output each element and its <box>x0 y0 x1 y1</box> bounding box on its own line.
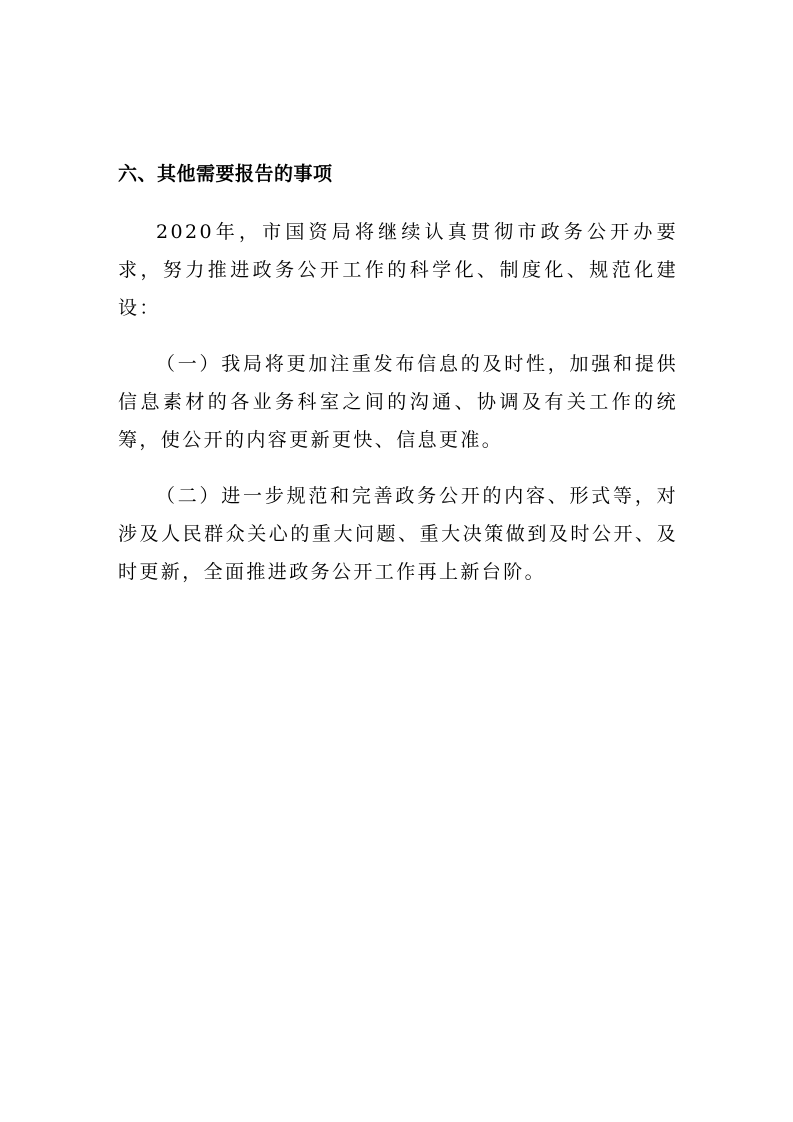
section-heading: 六、其他需要报告的事项 <box>118 163 333 185</box>
paragraph-intro <box>118 213 678 327</box>
paragraph-item-1 <box>118 345 678 459</box>
document-body <box>118 158 678 609</box>
paragraph-item-1-text: （一）我局将更加注重发布信息的及时性，加强和提供信息素材的各业务科室之间的沟通、协调及有关工作的统筹，使公开的内容更新更快、信息更准。 <box>118 353 678 451</box>
paragraph-item-2-text: （二）进一步规范和完善政务公开的内容、形式等，对涉及人民群众关心的重大问题、重大决策做到及时公开、及时更新，全面推进政务公开工作再上新台阶。 <box>118 485 678 583</box>
paragraph-item-2 <box>118 477 678 591</box>
paragraph-intro-text: 2020年，市国资局将继续认真贯彻市政务公开办要求，努力推进政务公开工作的科学化、制度化、规范化建设： <box>118 221 678 319</box>
